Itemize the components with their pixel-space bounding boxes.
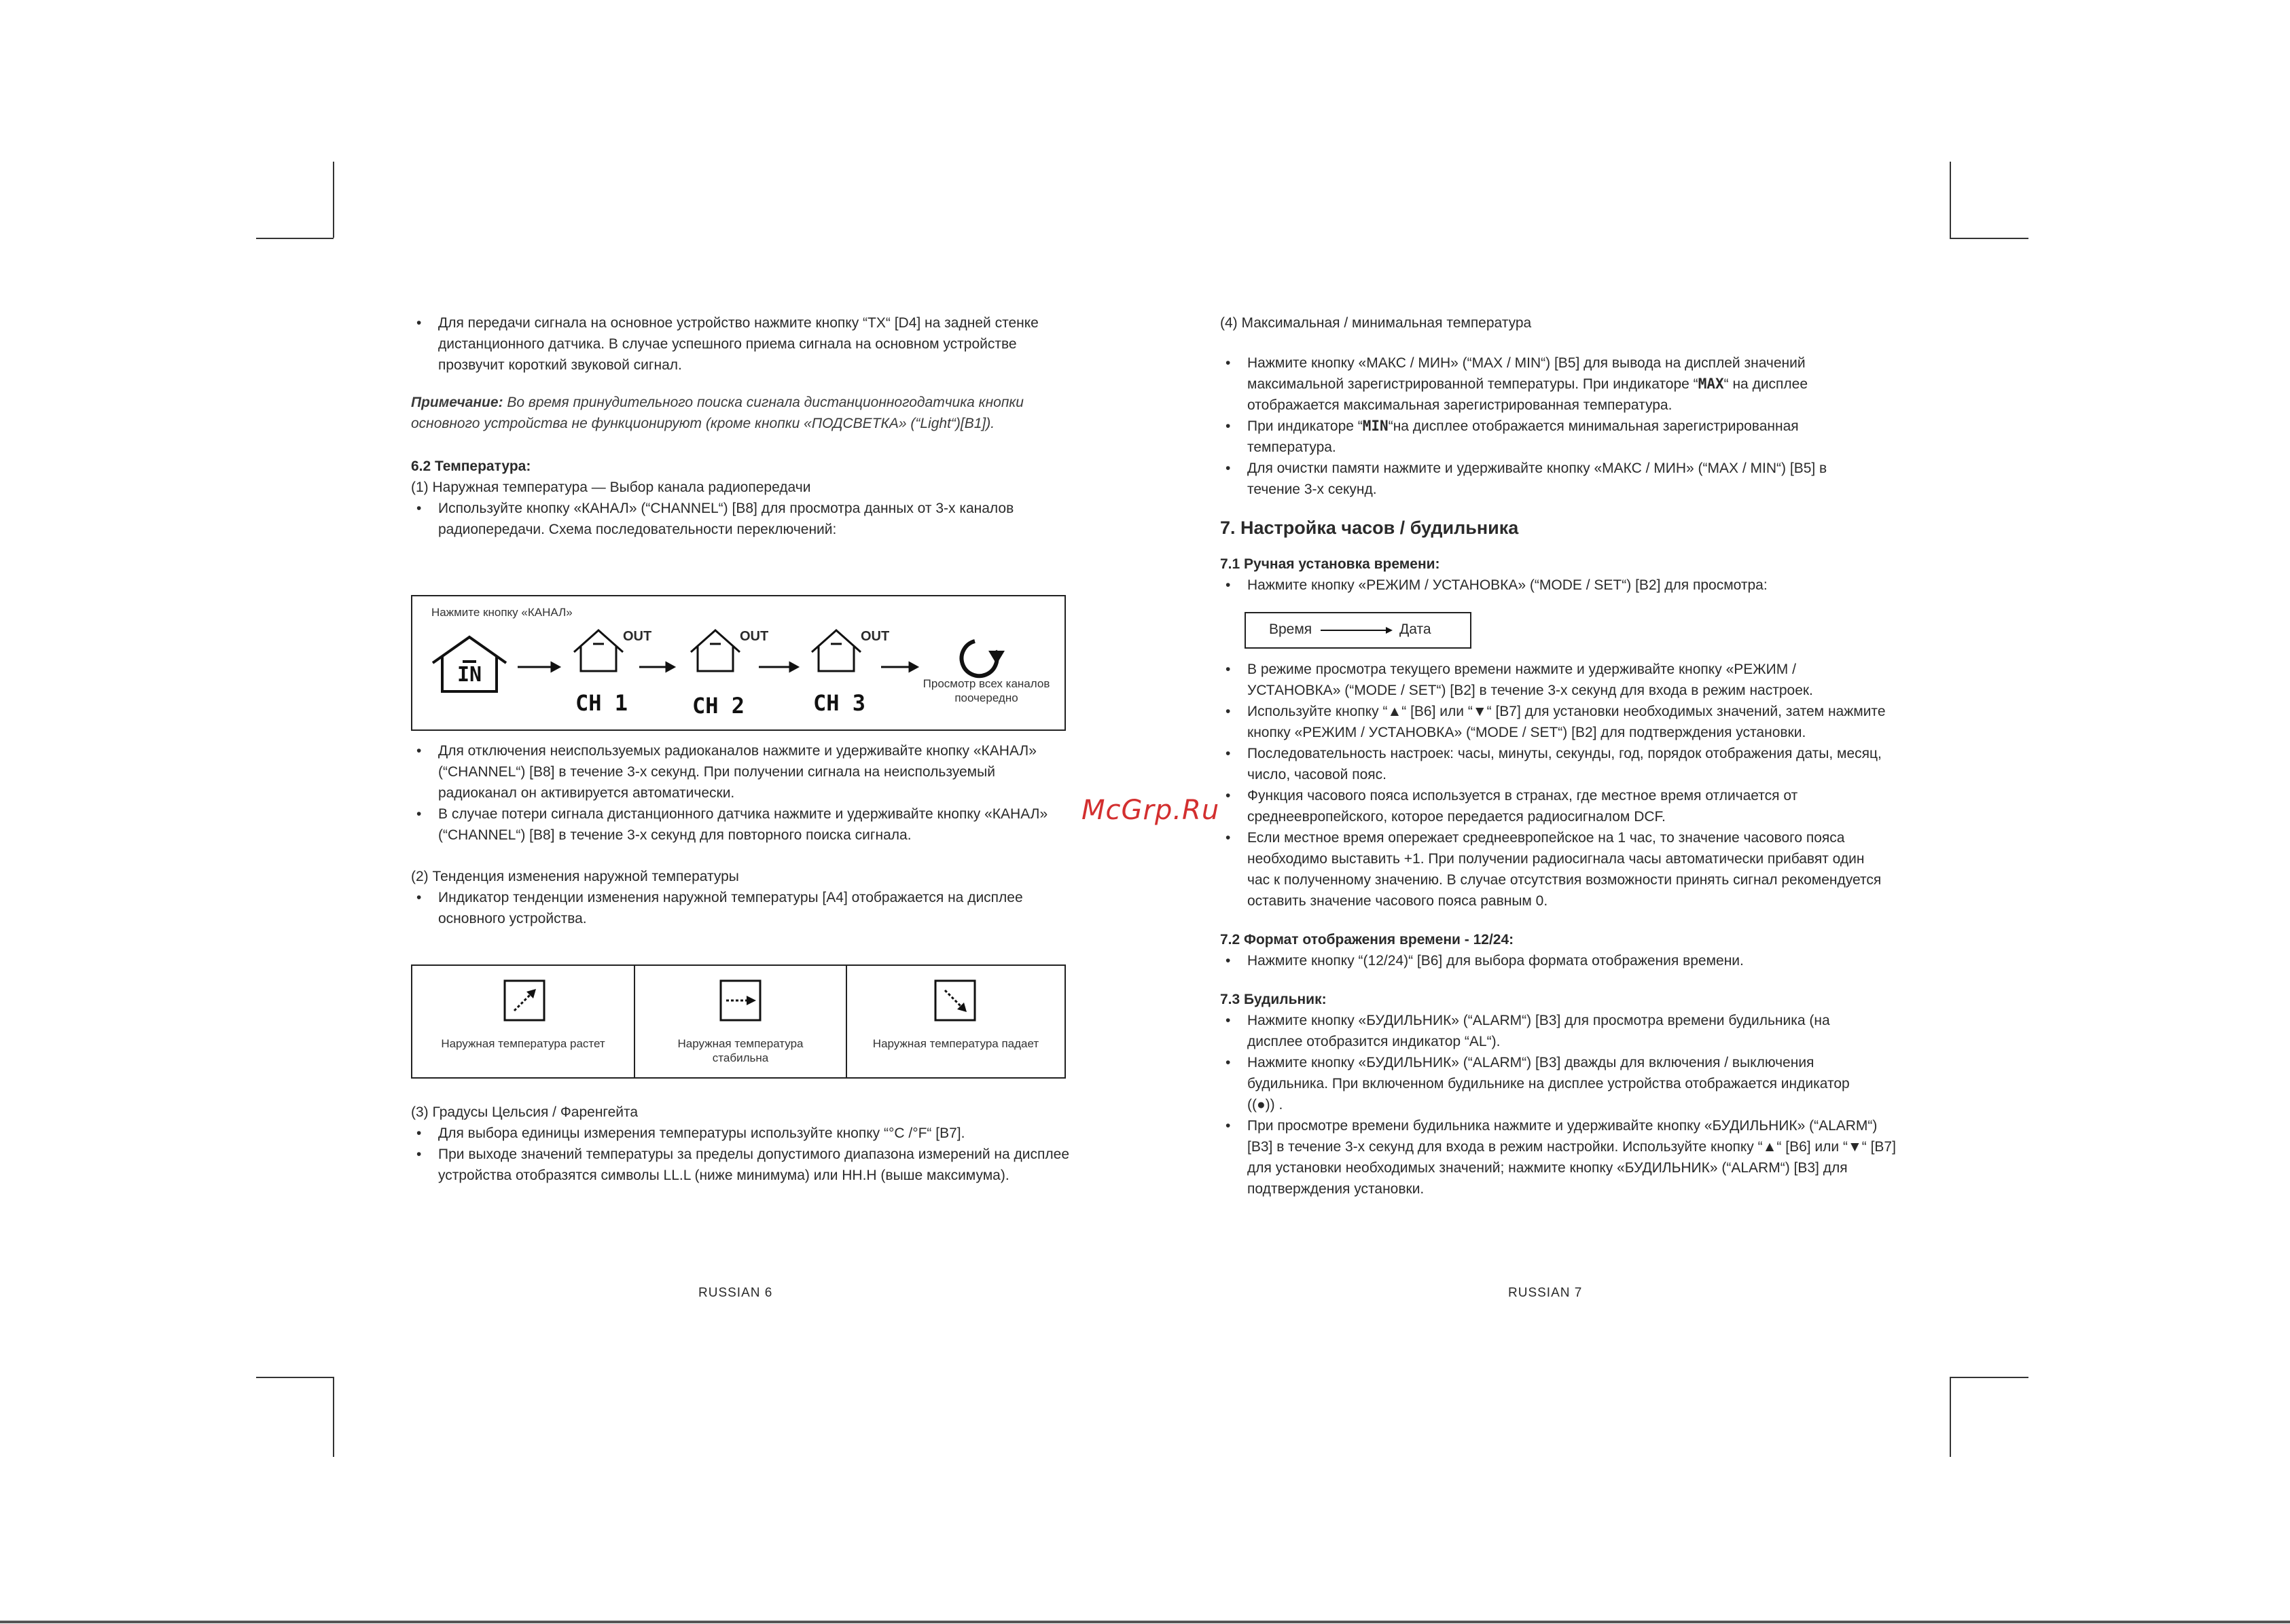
ch2-label: CH 2 <box>692 693 745 719</box>
crop-mark <box>1950 1377 2028 1378</box>
clock-heading: 7. Настройка часов / будильника <box>1220 518 1519 538</box>
trend-label-rising: Наружная температура растет <box>441 1037 605 1050</box>
time-label: Время <box>1269 621 1312 637</box>
tx-bullet: • Для передачи сигнала на основное устройство нажмите кнопку “TX“ [D4] на задней стенке дистанционного датчика. В случае успешного приема сигнала на основном устройстве прозвучит короткий звуковой сигнал. <box>411 312 1050 376</box>
left-page-middle-text <box>411 740 1063 929</box>
scan-all-label: Просмотр всех каналов поочередно <box>923 677 1050 704</box>
rotate-icon <box>962 641 1005 676</box>
arrow-right-icon <box>1321 624 1394 636</box>
max-indicator: MAX <box>1698 376 1724 392</box>
offset-bullet: • Если местное время опережает среднеевропейское на 1 час, то значение часового пояса необходимо выставить +1. При получении радиосигнала часы автоматически прибавят один час к полученному значению. В случае отсутствия возможности принять сигнал рекомендуется оставить значение часового пояса равным 0. <box>1220 827 1886 912</box>
max-bullet-text-b: “ на дисплее отображается максимальная зарегистрированная температура. <box>1247 376 1808 413</box>
outdoor-heading: (1) Наружная температура — Выбор канала радиопередачи <box>411 480 811 495</box>
out-label-ch3: OUT <box>861 629 890 644</box>
signal-lost-bullet: • В случае потери сигнала дистанционного датчика нажмите и удерживайте кнопку «КАНАЛ» (“CHANNEL“) [B8] в течение 3-х секунд для повторного поиска сигнала. <box>411 804 1090 846</box>
right-page-middle-text <box>1220 659 1896 1199</box>
order-bullet: • Последовательность настроек: часы, минуты, секунды, год, порядок отображения даты, месяц, число, часовой пояс. <box>1220 743 1899 785</box>
unit-heading: (3) Градусы Цельсия / Фаренгейта <box>411 1104 639 1120</box>
alarm-heading: 7.3 Будильник: <box>1220 992 1327 1007</box>
channel-bullet: • Используйте кнопку «КАНАЛ» (“CHANNEL“) [B8] для просмотра данных от 3-х каналов радиопередачи. Схема последовательности переключений: <box>411 498 1063 540</box>
date-label: Дата <box>1399 621 1431 637</box>
maxmin-heading: (4) Максимальная / минимальная температура <box>1220 315 1532 331</box>
min-bullet <box>1220 416 1879 458</box>
out-label-ch2: OUT <box>740 629 769 644</box>
crop-mark <box>256 1377 334 1378</box>
time-date-sequence <box>1245 612 1471 649</box>
watermark-text: McGrp.Ru <box>1081 795 1220 826</box>
max-bullet-text-a: Нажмите кнопку «МАКС / МИН» (“MAX / MIN“) [B5] для вывода на дисплей значений максимальной зарегистрированной температуры. При индикаторе “ <box>1247 355 1806 392</box>
diagram-caption: Нажмите кнопку «КАНАЛ» <box>431 606 573 619</box>
note-text: Во время принудительного поиска сигнала дистанционногодатчика кнопки основного устройства не функционируют (кроме кнопки «ПОДСВЕТКА» (“Light“)[B1]). <box>411 395 1024 431</box>
crop-mark <box>333 1377 334 1457</box>
min-indicator: MIN <box>1362 418 1389 434</box>
right-page-top-text <box>1220 312 1879 596</box>
note-paragraph <box>411 392 1063 434</box>
trend-bullet: • Индикатор тенденции изменения наружной температуры [A4] отображается на дисплее основного устройства. <box>411 887 1070 929</box>
max-bullet <box>1220 353 1879 416</box>
trend-label-falling: Наружная температура падает <box>872 1037 1039 1050</box>
trend-cell-stable <box>635 966 846 1077</box>
trend-heading: (2) Тенденция изменения наружной температуры <box>411 869 739 884</box>
disable-channel-bullet: • Для отключения неиспользуемых радиоканалов нажмите и удерживайте кнопку «КАНАЛ» (“CHANNEL“) [B8] в течение 3-х секунд. При получении сигнала на неиспользуемый радиоканал он активируется автоматически. <box>411 740 1070 804</box>
ch3-label: CH 3 <box>813 690 866 716</box>
min-bullet-text-a: При индикаторе “ <box>1247 418 1363 434</box>
trend-cell-rising <box>412 966 634 1077</box>
alarm-view-bullet: • Нажмите кнопку «БУДИЛЬНИК» (“ALARM“) [B3] для просмотра времени будильника (на дисплее отобразится индикатор “AL“). <box>1220 1010 1872 1052</box>
trend-table <box>411 964 1066 1079</box>
page-bottom-border <box>0 1621 2290 1623</box>
trend-cell-falling <box>847 966 1065 1077</box>
alarm-toggle-bullet: • Нажмите кнопку «БУДИЛЬНИК» (“ALARM“) [B3] дважды для включения / выключения будильника. При включенном будильнике на дисплее устройства отображается индикатор ((●)) . <box>1220 1052 1872 1115</box>
crop-mark <box>1950 162 1951 238</box>
page-number-right: RUSSIAN 7 <box>1508 1286 1583 1300</box>
format-bullet: • Нажмите кнопку “(12/24)“ [B6] для выбора формата отображения времени. <box>1220 950 1899 971</box>
clear-memory-bullet: • Для очистки памяти нажмите и удерживайте кнопку «МАКС / МИН» (“MAX / MIN“) [B5] в течение 3-х секунд. <box>1220 458 1879 500</box>
arrow-right-icon <box>719 979 762 1022</box>
out-label-ch1: OUT <box>623 629 652 644</box>
enter-settings-bullet: • В режиме просмотра текущего времени нажмите и удерживайте кнопку «РЕЖИМ / УСТАНОВКА» (“MODE / SET“) [B2] в течение 3-х секунд для входа в режим настроек. <box>1220 659 1879 701</box>
crop-mark <box>256 238 334 239</box>
format-heading: 7.2 Формат отображения времени - 12/24: <box>1220 932 1514 948</box>
timezone-bullet: • Функция часового пояса используется в странах, где местное время отличается от среднеевропейского, которое передается радиосигналом DCF. <box>1220 785 1879 827</box>
unit-bullet: • Для выбора единицы измерения температуры используйте кнопку “°C /°F“ [B7]. <box>411 1123 1090 1144</box>
crop-mark <box>1950 1377 1951 1457</box>
left-page-top-text <box>411 312 1063 540</box>
crop-mark <box>333 162 334 238</box>
arrow-up-right-icon <box>503 979 545 1022</box>
crop-mark <box>1950 238 2028 239</box>
min-bullet-text-b: “на дисплее отображается минимальная зарегистрированная температура. <box>1247 418 1799 455</box>
ch1-label: CH 1 <box>575 690 628 716</box>
mode-bullet: • Нажмите кнопку «РЕЖИМ / УСТАНОВКА» (“MODE / SET“) [B2] для просмотра: <box>1220 575 1899 596</box>
in-label: IN <box>457 663 482 687</box>
channel-sequence-diagram <box>411 595 1066 731</box>
updown-bullet: • Используйте кнопку “▲“ [B6] или “▼“ [B7] для установки необходимых значений, затем нажмите кнопку «РЕЖИМ / УСТАНОВКА» (“MODE / SET“) [B2] для подтверждения установки. <box>1220 701 1893 743</box>
arrow-down-right-icon <box>934 979 976 1022</box>
left-page-bottom-text <box>411 1102 1070 1186</box>
page-number-left: RUSSIAN 6 <box>698 1286 773 1300</box>
alarm-set-bullet: • При просмотре времени будильника нажмите и удерживайте кнопку «БУДИЛЬНИК» (“ALARM“) [B3] в течение 3-х секунд для входа в режим настройки. Используйте кнопку “▲“ [B6] или “▼“ [B7] для установки необходимых значений; нажмите кнопку «БУДИЛЬНИК» (“ALARM“) [B3] для подтверждения установки. <box>1220 1115 1899 1199</box>
temperature-heading: 6.2 Температура: <box>411 458 531 474</box>
trend-label-stable: Наружная температура стабильна <box>677 1037 804 1064</box>
note-label: Примечание: <box>411 395 503 410</box>
range-bullet: • При выходе значений температуры за пределы допустимого диапазона измерений на дисплее устройства отобразятся символы LL.L (ниже минимума) или HH.H (выше максимума). <box>411 1144 1077 1186</box>
manual-time-heading: 7.1 Ручная установка времени: <box>1220 556 1440 572</box>
